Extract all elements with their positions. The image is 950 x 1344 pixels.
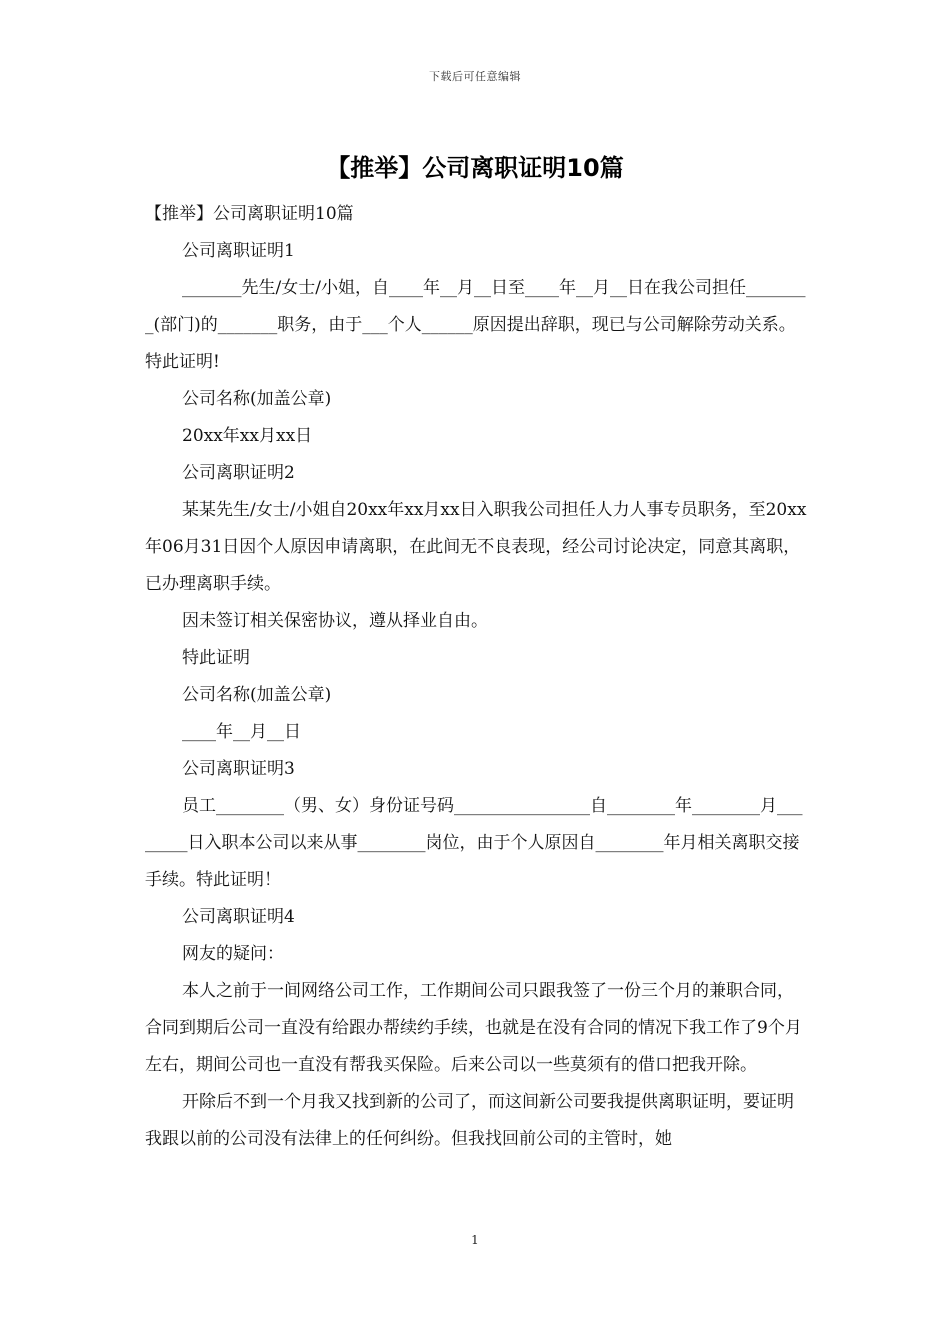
document-title: 【推举】公司离职证明10篇 — [326, 154, 624, 182]
paragraph: 公司离职证明1 — [182, 241, 295, 261]
page-number: 1 — [471, 1233, 479, 1247]
paragraph: 公司名称(加盖公章) — [182, 685, 332, 705]
paragraph: 因未签订相关保密协议，遵从择业自由。 — [182, 611, 488, 631]
paragraph: 某某先生/女士/小姐自20xx年xx月xx日入职我公司担任人力人事专员职务，至20xx年06月31日因个人原因申请离职，在此间无不良表现，经公司讨论决定，同意其离职，已办理离职手续。 — [145, 500, 807, 594]
paragraph: ____年__月__日 — [182, 722, 301, 742]
paragraph: 公司名称(加盖公章) — [182, 389, 332, 409]
paragraph: 20xx年xx月xx日 — [182, 426, 313, 446]
header-note: 下载后可任意编辑 — [429, 70, 521, 83]
paragraph: 公司离职证明2 — [182, 463, 295, 483]
paragraph: 【推举】公司离职证明10篇 — [145, 204, 354, 224]
paragraph: 网友的疑问： — [182, 944, 284, 964]
paragraph: 本人之前于一间网络公司工作，工作期间公司只跟我签了一份三个月的兼职合同，合同到期后公司一直没有给跟办帮续约手续，也就是在没有合同的情况下我工作了9个月左右，期间公司也一直没有帮我买保险。后来公司以一些莫须有的借口把我开除。 — [145, 981, 802, 1075]
paragraph: _______先生/女士/小姐，自____年__月__日至____年__月__日在我公司担任________(部门)的_______职务，由于___个人______原因提出辞职，现已与公司解除劳动关系。特此证明! — [145, 278, 806, 372]
paragraph: 特此证明 — [182, 648, 250, 668]
paragraph: 开除后不到一个月我又找到新的公司了，而这间新公司要我提供离职证明，要证明我跟以前的公司没有法律上的任何纠纷。但我找回前公司的主管时，她 — [145, 1092, 794, 1149]
document-body — [145, 196, 807, 1158]
paragraph: 公司离职证明4 — [182, 907, 295, 927]
paragraph: 公司离职证明3 — [182, 759, 295, 779]
paragraph: 员工________（男、女）身份证号码________________自________年________月________日入职本公司以来从事________岗位，由于个人原因自________年月相关离职交接手续。特此证明！ — [145, 796, 803, 890]
